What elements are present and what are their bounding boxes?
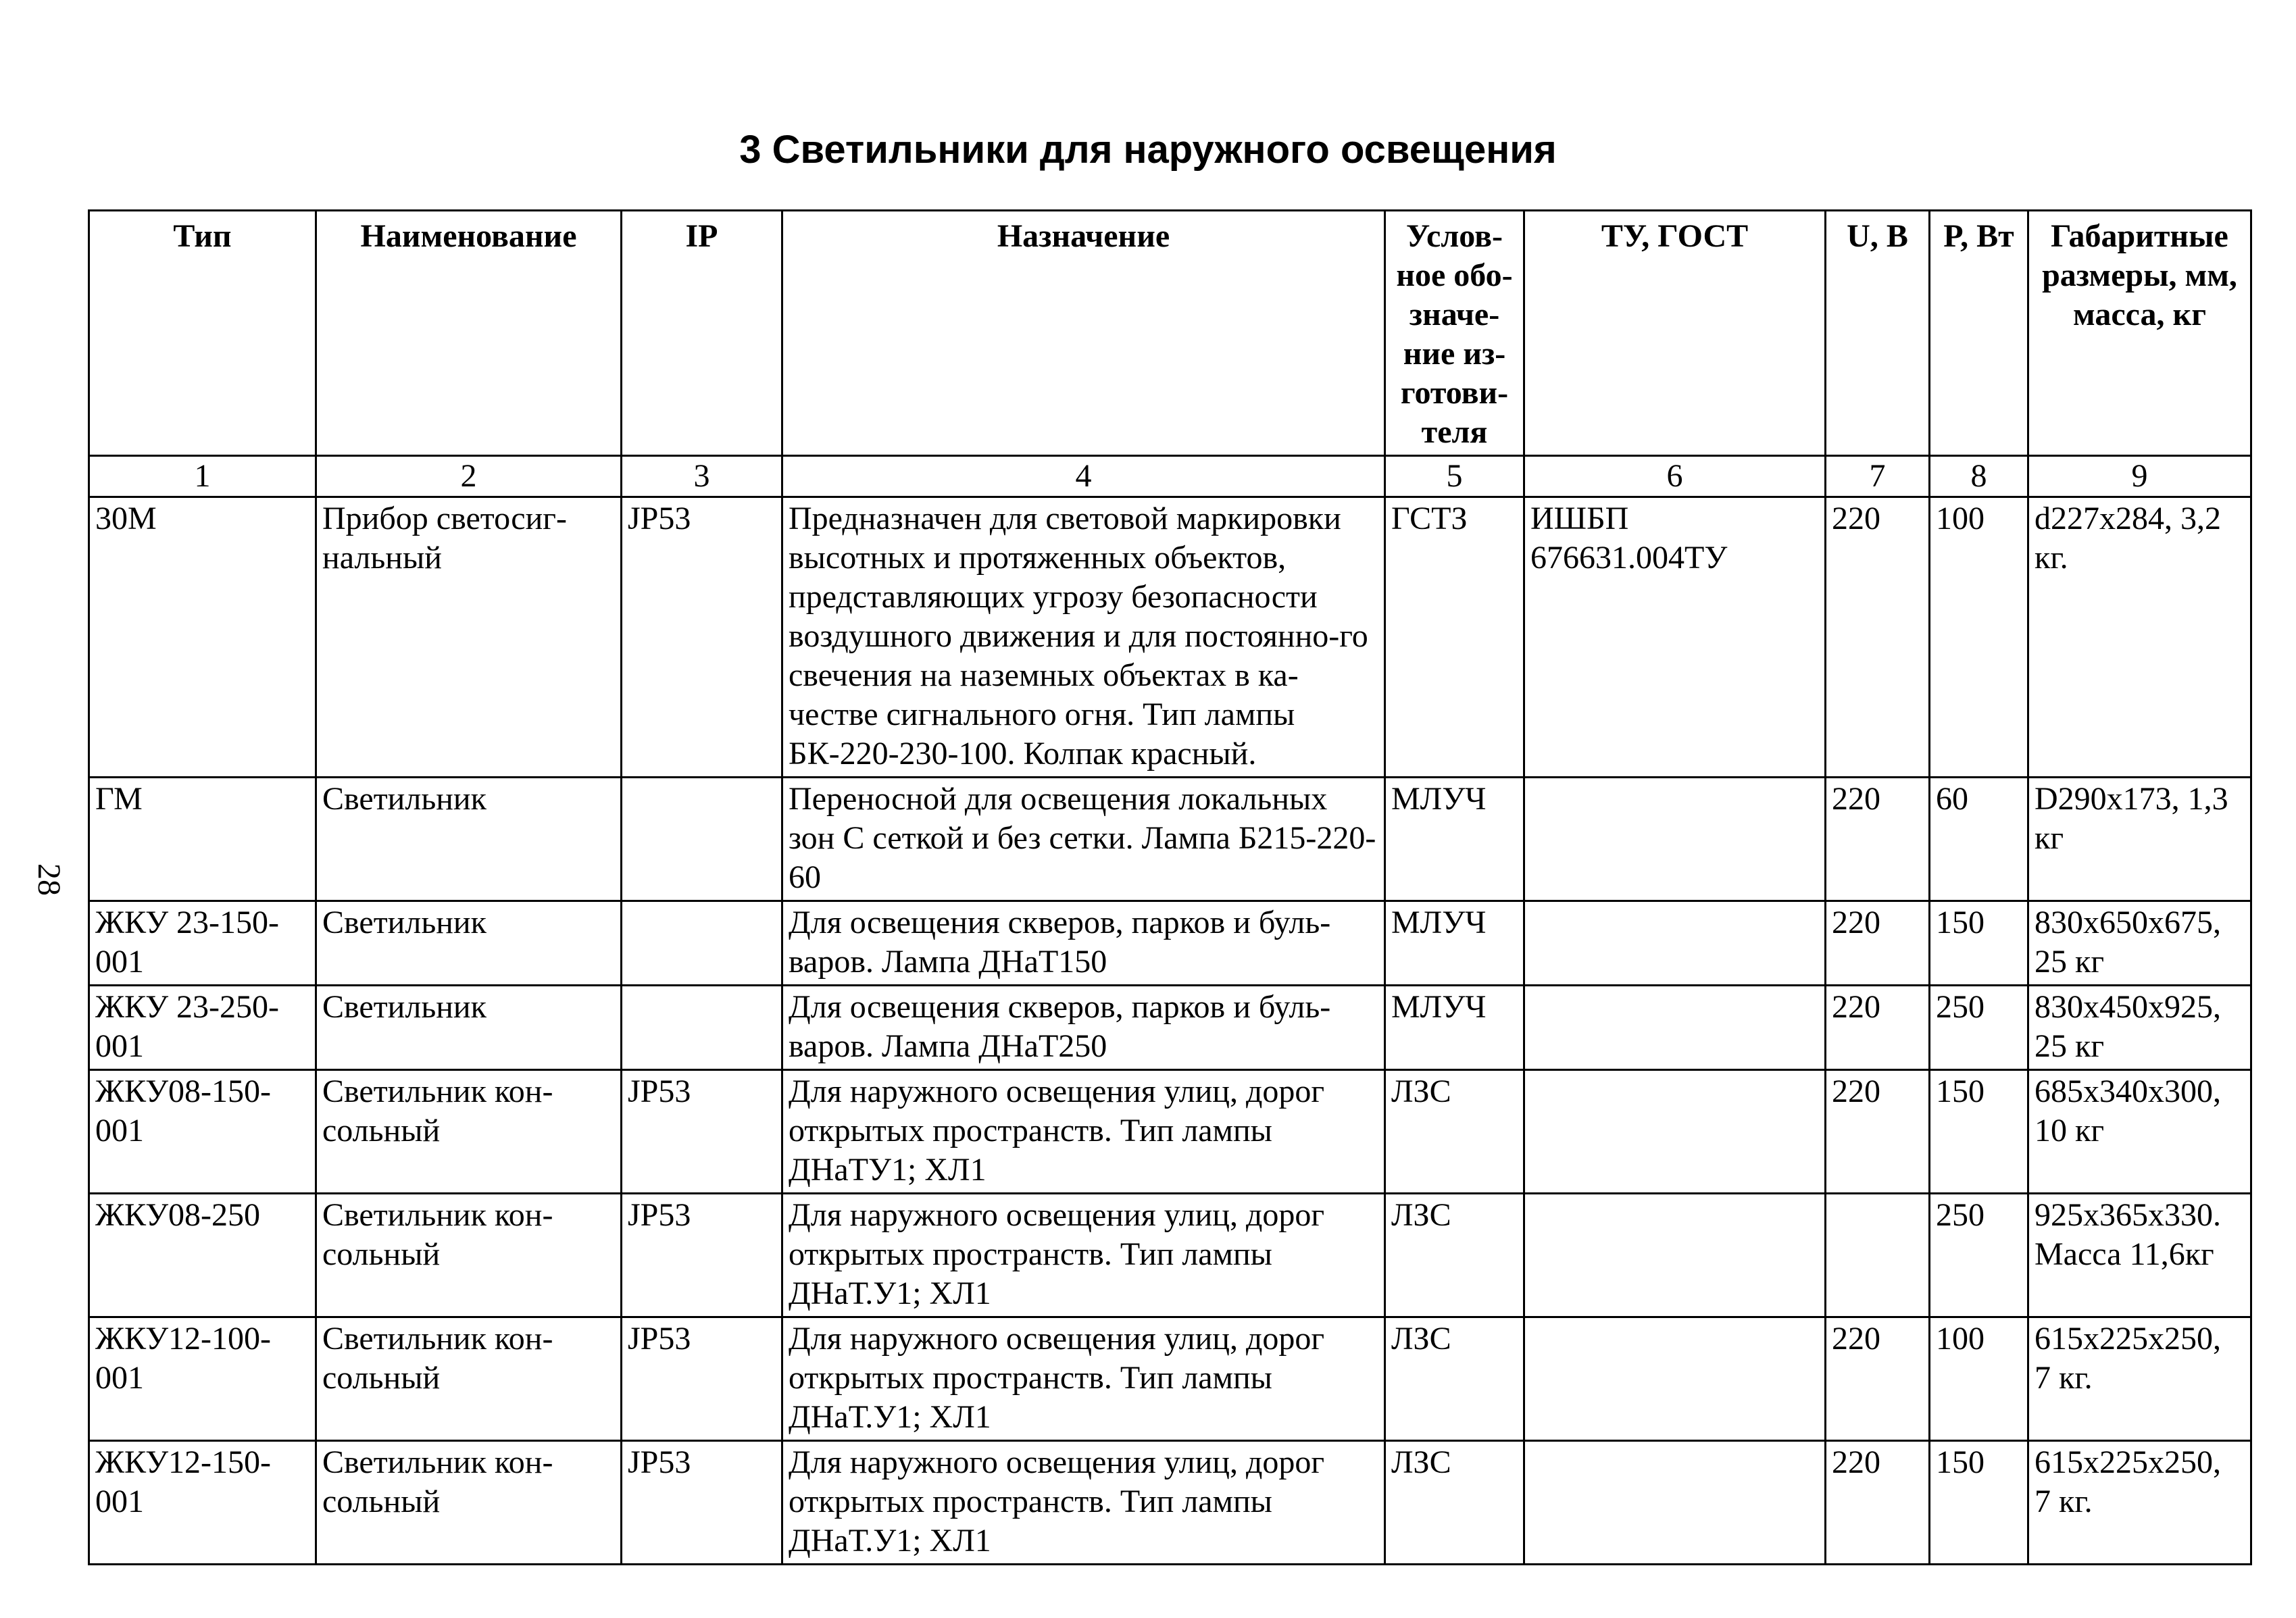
cell-ip: JP53 xyxy=(622,497,782,778)
column-number: 2 xyxy=(316,456,622,497)
table-row xyxy=(89,901,2251,986)
column-number-row xyxy=(89,456,2251,497)
luminaires-table xyxy=(88,209,2252,1565)
cell-type: ЖКУ12-150-001 xyxy=(89,1441,316,1565)
cell-name: Светильник кон-сольный xyxy=(316,1070,622,1194)
cell-dimensions: 615x225x250, 7 кг. xyxy=(2028,1317,2251,1441)
cell-maker: ЛЗС xyxy=(1385,1070,1524,1194)
cell-type: ЖКУ08-250 xyxy=(89,1194,316,1317)
cell-name: Светильник xyxy=(316,778,622,901)
cell-voltage: 220 xyxy=(1826,497,1930,778)
table-row xyxy=(89,1441,2251,1565)
cell-power: 250 xyxy=(1930,986,2028,1070)
cell-purpose: Для освещения скверов, парков и буль-варов. Лампа ДНаТ250 xyxy=(782,986,1385,1070)
column-number: 5 xyxy=(1385,456,1524,497)
cell-voltage: 220 xyxy=(1826,778,1930,901)
column-number: 1 xyxy=(89,456,316,497)
cell-purpose: Переносной для освещения локальных зон С сеткой и без сетки. Лампа Б215-220-60 xyxy=(782,778,1385,901)
table-row xyxy=(89,1070,2251,1194)
cell-tu-gost xyxy=(1524,1194,1826,1317)
table-header-row xyxy=(89,211,2251,456)
table-row xyxy=(89,1194,2251,1317)
header-type: Тип xyxy=(89,211,316,456)
cell-maker: МЛУЧ xyxy=(1385,986,1524,1070)
cell-voltage: 220 xyxy=(1826,1070,1930,1194)
cell-maker: ЛЗС xyxy=(1385,1441,1524,1565)
cell-ip: JP53 xyxy=(622,1194,782,1317)
header-tu-gost: ТУ, ГОСТ xyxy=(1524,211,1826,456)
cell-maker: ЛЗС xyxy=(1385,1194,1524,1317)
cell-power: 150 xyxy=(1930,901,2028,986)
cell-voltage xyxy=(1826,1194,1930,1317)
cell-type: ГМ xyxy=(89,778,316,901)
cell-type: ЖКУ12-100-001 xyxy=(89,1317,316,1441)
header-voltage: U, В xyxy=(1826,211,1930,456)
cell-type: ЖКУ 23-250-001 xyxy=(89,986,316,1070)
cell-dimensions: d227x284, 3,2 кг. xyxy=(2028,497,2251,778)
table-row xyxy=(89,778,2251,901)
cell-dimensions: 830x650x675, 25 кг xyxy=(2028,901,2251,986)
cell-voltage: 220 xyxy=(1826,901,1930,986)
cell-power: 250 xyxy=(1930,1194,2028,1317)
cell-ip: JP53 xyxy=(622,1070,782,1194)
cell-voltage: 220 xyxy=(1826,986,1930,1070)
cell-dimensions: 925x365x330. Масса 11,6кг xyxy=(2028,1194,2251,1317)
cell-purpose: Для наружного освещения улиц, дорог открытых пространств. Тип лампы ДНаТ.У1; ХЛ1 xyxy=(782,1317,1385,1441)
header-ip: IP xyxy=(622,211,782,456)
cell-maker: ГСТЗ xyxy=(1385,497,1524,778)
cell-power: 150 xyxy=(1930,1441,2028,1565)
header-maker: Услов-ное обо-значе-ние из-готови-теля xyxy=(1385,211,1524,456)
cell-dimensions: 615x225x250, 7 кг. xyxy=(2028,1441,2251,1565)
cell-tu-gost xyxy=(1524,1317,1826,1441)
table-row xyxy=(89,986,2251,1070)
cell-purpose: Для наружного освещения улиц, дорог открытых пространств. Тип лампы ДНаТ.У1; ХЛ1 xyxy=(782,1441,1385,1565)
header-name: Наименование xyxy=(316,211,622,456)
cell-power: 100 xyxy=(1930,1317,2028,1441)
cell-purpose: Для освещения скверов, парков и буль-варов. Лампа ДНаТ150 xyxy=(782,901,1385,986)
cell-maker: МЛУЧ xyxy=(1385,778,1524,901)
cell-name: Светильник кон-сольный xyxy=(316,1317,622,1441)
cell-tu-gost xyxy=(1524,986,1826,1070)
column-number: 9 xyxy=(2028,456,2251,497)
header-purpose: Назначение xyxy=(782,211,1385,456)
cell-purpose: Предназначен для световой маркировки высотных и протяженных объектов, представляющих угрозу безопасности воздушного движения и для постоянно-го свечения на наземных объектах в ка-честве сигнального огня. Тип лампы БК-220-230-100. Колпак красный. xyxy=(782,497,1385,778)
cell-dimensions: 685x340x300, 10 кг xyxy=(2028,1070,2251,1194)
cell-type: 30М xyxy=(89,497,316,778)
cell-power: 60 xyxy=(1930,778,2028,901)
table-row xyxy=(89,497,2251,778)
cell-tu-gost xyxy=(1524,778,1826,901)
cell-voltage: 220 xyxy=(1826,1441,1930,1565)
cell-name: Светильник xyxy=(316,986,622,1070)
cell-name: Прибор светосиг-нальный xyxy=(316,497,622,778)
cell-dimensions: D290x173, 1,3 кг xyxy=(2028,778,2251,901)
cell-maker: МЛУЧ xyxy=(1385,901,1524,986)
header-power: P, Вт xyxy=(1930,211,2028,456)
cell-type: ЖКУ 23-150-001 xyxy=(89,901,316,986)
table-row xyxy=(89,1317,2251,1441)
column-number: 7 xyxy=(1826,456,1930,497)
page-title: 3 Светильники для наружного освещения xyxy=(739,128,1557,172)
column-number: 4 xyxy=(782,456,1385,497)
cell-ip xyxy=(622,901,782,986)
page-number: 28 xyxy=(31,863,67,896)
cell-power: 100 xyxy=(1930,497,2028,778)
cell-dimensions: 830x450x925, 25 кг xyxy=(2028,986,2251,1070)
cell-purpose: Для наружного освещения улиц, дорог открытых пространств. Тип лампы ДНаТ.У1; ХЛ1 xyxy=(782,1194,1385,1317)
cell-ip xyxy=(622,778,782,901)
column-number: 8 xyxy=(1930,456,2028,497)
cell-type: ЖКУ08-150-001 xyxy=(89,1070,316,1194)
cell-name: Светильник кон-сольный xyxy=(316,1194,622,1317)
cell-tu-gost xyxy=(1524,1070,1826,1194)
column-number: 3 xyxy=(622,456,782,497)
cell-power: 150 xyxy=(1930,1070,2028,1194)
cell-ip: JP53 xyxy=(622,1317,782,1441)
cell-purpose: Для наружного освещения улиц, дорог открытых пространств. Тип лампы ДНаТУ1; ХЛ1 xyxy=(782,1070,1385,1194)
cell-maker: ЛЗС xyxy=(1385,1317,1524,1441)
cell-name: Светильник xyxy=(316,901,622,986)
cell-tu-gost xyxy=(1524,901,1826,986)
cell-ip: JP53 xyxy=(622,1441,782,1565)
header-dimensions: Габаритные размеры, мм, масса, кг xyxy=(2028,211,2251,456)
cell-voltage: 220 xyxy=(1826,1317,1930,1441)
cell-tu-gost: ИШБП 676631.004ТУ xyxy=(1524,497,1826,778)
cell-tu-gost xyxy=(1524,1441,1826,1565)
cell-name: Светильник кон-сольный xyxy=(316,1441,622,1565)
column-number: 6 xyxy=(1524,456,1826,497)
cell-ip xyxy=(622,986,782,1070)
